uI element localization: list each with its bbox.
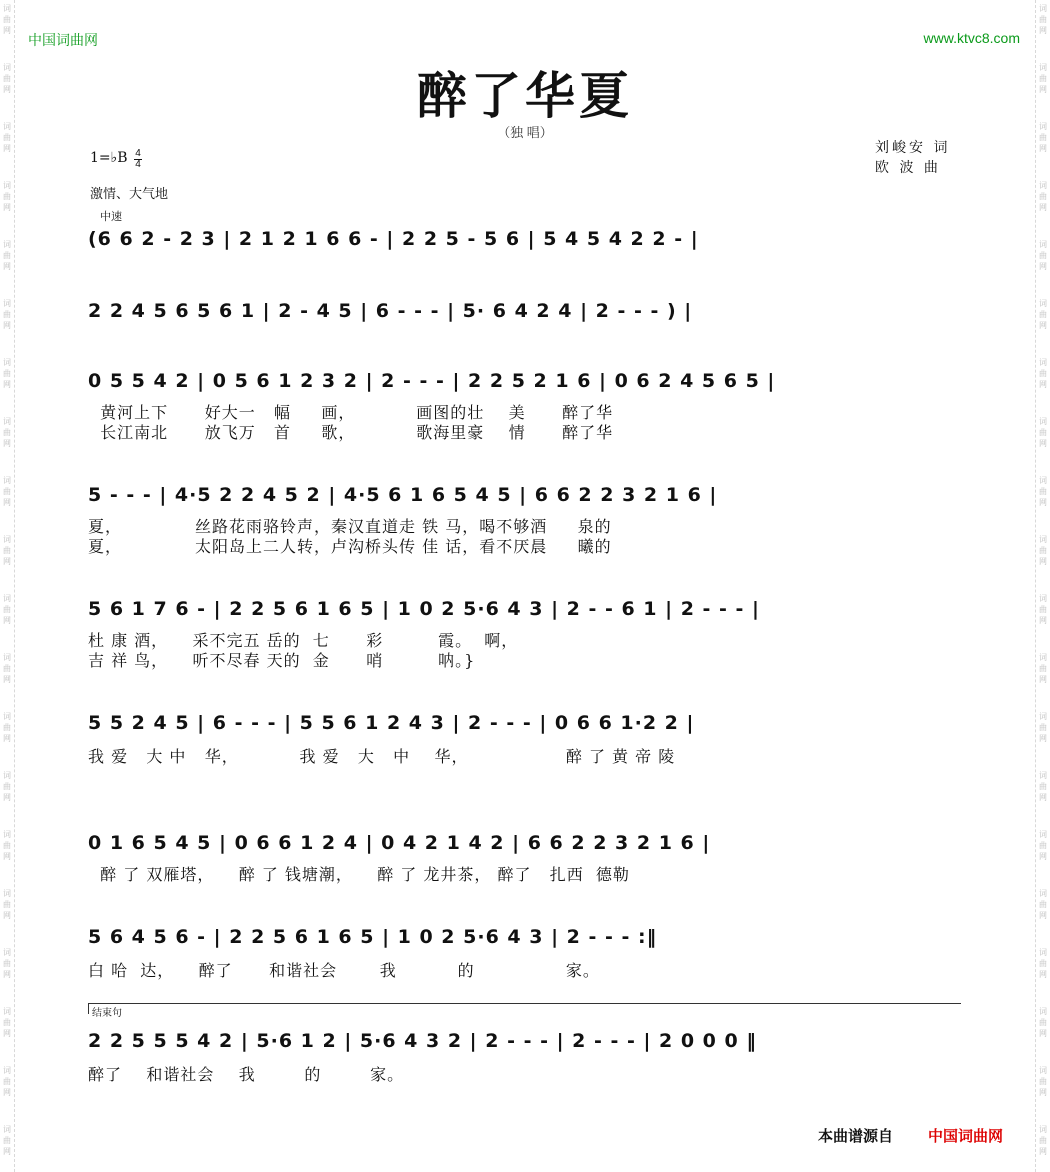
watermark-glyph: 曲 xyxy=(1039,959,1047,968)
watermark-glyph: 曲 xyxy=(3,192,11,201)
watermark-glyph: 网 xyxy=(1039,793,1047,802)
watermark-glyph: 曲 xyxy=(1039,605,1047,614)
source-site-link[interactable]: 中国词曲网 xyxy=(928,1128,1004,1145)
watermark-glyph: 词 xyxy=(1039,299,1047,308)
watermark-glyph: 词 xyxy=(3,594,11,603)
watermark-glyph: 网 xyxy=(3,439,11,448)
notation-line: 2 2 5 5 5 4 2 | 5·6 1 2 | 5·6 4 3 2 | 2 - - - | 2 - - - | 2 0 0 0 ‖ xyxy=(88,1030,757,1052)
watermark-glyph: 网 xyxy=(1039,1088,1047,1097)
lyric-line: 醉了 和谐社会 我 的 家。 xyxy=(88,1065,405,1084)
expression-marking: 激情、大气地 xyxy=(90,186,169,201)
ending-bracket xyxy=(88,1003,961,1014)
watermark-glyph: 词 xyxy=(3,535,11,544)
watermark-glyph: 词 xyxy=(3,1125,11,1134)
notation-line: 5 6 1 7 6 - | 2 2 5 6 1 6 5 | 1 0 2 5·6 4 3 | 2 - - 6 1 | 2 - - - | xyxy=(88,598,760,620)
watermark-glyph: 词 xyxy=(1039,889,1047,898)
watermark-glyph: 词 xyxy=(3,4,11,13)
watermark-glyph: 网 xyxy=(3,734,11,743)
watermark-glyph: 词 xyxy=(3,712,11,721)
source-label: 本曲谱源自 xyxy=(818,1128,894,1145)
watermark-glyph: 曲 xyxy=(3,782,11,791)
watermark-glyph: 曲 xyxy=(1039,841,1047,850)
watermark-glyph: 曲 xyxy=(3,841,11,850)
watermark-glyph: 词 xyxy=(1039,535,1047,544)
watermark-glyph: 词 xyxy=(3,1066,11,1075)
watermark-glyph: 词 xyxy=(1039,1066,1047,1075)
watermark-glyph: 曲 xyxy=(3,251,11,260)
watermark-glyph: 曲 xyxy=(1039,782,1047,791)
watermark-glyph: 网 xyxy=(3,262,11,271)
watermark-glyph: 网 xyxy=(3,321,11,330)
watermark-glyph: 词 xyxy=(3,653,11,662)
watermark-glyph: 网 xyxy=(1039,439,1047,448)
watermark-glyph: 曲 xyxy=(3,900,11,909)
score-row-5 xyxy=(88,584,960,670)
watermark-glyph: 曲 xyxy=(3,1018,11,1027)
watermark-glyph: 曲 xyxy=(1039,369,1047,378)
watermark-glyph: 曲 xyxy=(3,428,11,437)
watermark-glyph: 曲 xyxy=(3,1077,11,1086)
notation-line: (6 6 2 - 2 3 | 2 1 2 1 6 6 - | 2 2 5 - 5 6 | 5 4 5 4 2 2 - | xyxy=(88,228,699,250)
watermark-glyph: 词 xyxy=(3,771,11,780)
lyric-verse-1: 夏， 丝路花雨骆铃声，秦汉直道走 铁 马，喝不够酒 泉的 xyxy=(88,517,612,536)
watermark-glyph: 曲 xyxy=(3,487,11,496)
key-signature: 1=♭B xyxy=(90,150,128,166)
watermark-glyph: 曲 xyxy=(1039,546,1047,555)
lyric-verse-2: 长江南北 放飞万 首 歌， 歌海里豪 情 醉了华 xyxy=(88,423,614,442)
watermark-glyph: 词 xyxy=(1039,122,1047,131)
watermark-glyph: 词 xyxy=(3,417,11,426)
watermark-glyph: 网 xyxy=(3,85,11,94)
score-row-3 xyxy=(88,356,960,442)
watermark-glyph: 网 xyxy=(1039,911,1047,920)
watermark-glyph: 词 xyxy=(1039,830,1047,839)
lyric-verse-2: 吉 祥 鸟， 听不尽春 天的 金 哨 呐。} xyxy=(88,651,476,670)
watermark-glyph: 词 xyxy=(3,63,11,72)
watermark-glyph: 曲 xyxy=(3,546,11,555)
watermark-glyph: 曲 xyxy=(1039,900,1047,909)
watermark-glyph: 网 xyxy=(3,498,11,507)
watermark-glyph: 曲 xyxy=(1039,1077,1047,1086)
watermark-glyph: 曲 xyxy=(3,310,11,319)
watermark-glyph: 词 xyxy=(3,358,11,367)
song-title: 醉了华夏 xyxy=(417,67,633,125)
watermark-glyph: 网 xyxy=(3,616,11,625)
watermark-glyph: 曲 xyxy=(1039,1018,1047,1027)
watermark-glyph: 曲 xyxy=(3,15,11,24)
watermark-glyph: 曲 xyxy=(1039,133,1047,142)
watermark-glyph: 网 xyxy=(3,1147,11,1156)
watermark-glyph: 网 xyxy=(1039,557,1047,566)
watermark-glyph: 曲 xyxy=(1039,251,1047,260)
watermark-glyph: 曲 xyxy=(1039,723,1047,732)
score-row-1 xyxy=(88,214,960,258)
watermark-glyph: 网 xyxy=(3,675,11,684)
site-name-left[interactable]: 中国词曲网 xyxy=(28,32,98,48)
watermark-glyph: 曲 xyxy=(3,1136,11,1145)
watermark-glyph: 词 xyxy=(3,299,11,308)
watermark-glyph: 网 xyxy=(3,380,11,389)
watermark-glyph: 曲 xyxy=(3,74,11,83)
lyric-verse-2: 夏， 太阳岛上二人转，卢沟桥头传 佳 话，看不厌晨 曦的 xyxy=(88,537,612,556)
notation-line: 0 5 5 4 2 | 0 5 6 1 2 3 2 | 2 - - - | 2 2 5 2 1 6 | 0 6 2 4 5 6 5 | xyxy=(88,370,776,392)
watermark-glyph: 曲 xyxy=(3,369,11,378)
lyric-line: 醉 了 双雁塔， 醉 了 钱塘潮， 醉 了 龙井茶， 醉了 扎西 德勒 xyxy=(88,865,630,884)
watermark-glyph: 网 xyxy=(1039,498,1047,507)
composer-credit: 欧 波 曲 xyxy=(875,160,941,176)
watermark-glyph: 网 xyxy=(3,144,11,153)
watermark-glyph: 网 xyxy=(3,557,11,566)
watermark-glyph: 词 xyxy=(1039,358,1047,367)
lyric-line: 我 爱 大 中 华， 我 爱 大 中 华， 醉 了 黄 帝 陵 xyxy=(88,747,676,766)
time-signature-top: 4 xyxy=(135,148,141,159)
lyricist-credit: 刘峻安 词 xyxy=(875,140,951,156)
performance-type: （独 唱） xyxy=(497,125,553,140)
left-watermark-strip xyxy=(0,0,15,1172)
watermark-glyph: 曲 xyxy=(3,664,11,673)
watermark-glyph: 曲 xyxy=(1039,1136,1047,1145)
watermark-glyph: 曲 xyxy=(1039,664,1047,673)
watermark-glyph: 词 xyxy=(3,1007,11,1016)
right-watermark-strip xyxy=(1035,0,1050,1172)
lyric-verse-1: 杜 康 酒， 采不完五 岳的 七 彩 霞。 啊， xyxy=(88,631,519,650)
watermark-glyph: 词 xyxy=(1039,653,1047,662)
watermark-glyph: 词 xyxy=(1039,1007,1047,1016)
watermark-glyph: 曲 xyxy=(3,959,11,968)
notation-line: 5 6 4 5 6 - | 2 2 5 6 1 6 5 | 1 0 2 5·6 4 3 | 2 - - - :‖ xyxy=(88,926,658,948)
watermark-glyph: 网 xyxy=(1039,321,1047,330)
watermark-glyph: 词 xyxy=(3,476,11,485)
time-signature-bottom: 4 xyxy=(135,159,141,170)
score-row-8 xyxy=(88,912,960,980)
watermark-glyph: 网 xyxy=(3,970,11,979)
tempo-marking: 中速 xyxy=(100,211,122,223)
watermark-glyph: 网 xyxy=(1039,144,1047,153)
watermark-glyph: 网 xyxy=(1039,380,1047,389)
watermark-glyph: 网 xyxy=(1039,262,1047,271)
notation-line: 5 - - - | 4·5 2 2 4 5 2 | 4·5 6 1 6 5 4 5 | 6 6 2 2 3 2 1 6 | xyxy=(88,484,718,506)
watermark-glyph: 词 xyxy=(1039,63,1047,72)
score-row-7 xyxy=(88,818,960,884)
watermark-glyph: 词 xyxy=(1039,240,1047,249)
time-signature xyxy=(134,149,142,170)
watermark-glyph: 曲 xyxy=(3,723,11,732)
watermark-glyph: 词 xyxy=(1039,1125,1047,1134)
ending-label: 结束句 xyxy=(92,1008,122,1019)
watermark-glyph: 网 xyxy=(1039,852,1047,861)
watermark-glyph: 网 xyxy=(3,852,11,861)
watermark-glyph: 网 xyxy=(3,26,11,35)
lyric-line: 白 哈 达， 醉了 和谐社会 我 的 家。 xyxy=(88,961,600,980)
notation-line: 0 1 6 5 4 5 | 0 6 6 1 2 4 | 0 4 2 1 4 2 | 6 6 2 2 3 2 1 6 | xyxy=(88,832,711,854)
watermark-glyph: 网 xyxy=(3,1088,11,1097)
watermark-glyph: 网 xyxy=(1039,203,1047,212)
watermark-glyph: 词 xyxy=(1039,4,1047,13)
watermark-glyph: 词 xyxy=(1039,712,1047,721)
watermark-glyph: 词 xyxy=(3,181,11,190)
watermark-glyph: 词 xyxy=(1039,181,1047,190)
watermark-glyph: 词 xyxy=(1039,948,1047,957)
watermark-glyph: 曲 xyxy=(1039,487,1047,496)
watermark-glyph: 网 xyxy=(3,203,11,212)
watermark-glyph: 词 xyxy=(3,889,11,898)
watermark-glyph: 网 xyxy=(1039,616,1047,625)
watermark-glyph: 网 xyxy=(1039,675,1047,684)
watermark-glyph: 网 xyxy=(1039,734,1047,743)
score-row-6 xyxy=(88,698,960,766)
watermark-glyph: 曲 xyxy=(3,605,11,614)
watermark-glyph: 曲 xyxy=(1039,192,1047,201)
watermark-glyph: 网 xyxy=(1039,26,1047,35)
score-row-ending xyxy=(88,1016,960,1084)
watermark-glyph: 网 xyxy=(3,911,11,920)
watermark-glyph: 词 xyxy=(1039,771,1047,780)
score-row-4 xyxy=(88,470,960,556)
watermark-glyph: 词 xyxy=(1039,417,1047,426)
watermark-glyph: 词 xyxy=(3,240,11,249)
watermark-glyph: 曲 xyxy=(1039,74,1047,83)
watermark-glyph: 网 xyxy=(1039,1029,1047,1038)
watermark-glyph: 词 xyxy=(1039,594,1047,603)
watermark-glyph: 曲 xyxy=(3,133,11,142)
watermark-glyph: 曲 xyxy=(1039,428,1047,437)
notation-line: 5 5 2 4 5 | 6 - - - | 5 5 6 1 2 4 3 | 2 - - - | 0 6 6 1·2 2 | xyxy=(88,712,695,734)
score-row-2 xyxy=(88,286,960,330)
watermark-glyph: 网 xyxy=(1039,1147,1047,1156)
watermark-glyph: 曲 xyxy=(1039,310,1047,319)
watermark-glyph: 曲 xyxy=(1039,15,1047,24)
watermark-glyph: 词 xyxy=(3,948,11,957)
watermark-glyph: 网 xyxy=(1039,85,1047,94)
lyric-verse-1: 黄河上下 好大一 幅 画， 画图的壮 美 醉了华 xyxy=(88,403,614,422)
watermark-glyph: 词 xyxy=(1039,476,1047,485)
watermark-glyph: 网 xyxy=(1039,970,1047,979)
watermark-glyph: 词 xyxy=(3,122,11,131)
watermark-glyph: 网 xyxy=(3,793,11,802)
notation-line: 2 2 4 5 6 5 6 1 | 2 - 4 5 | 6 - - - | 5· 6 4 2 4 | 2 - - - ) | xyxy=(88,300,693,322)
watermark-glyph: 词 xyxy=(3,830,11,839)
site-url-right[interactable]: www.ktvc8.com xyxy=(923,30,1020,46)
watermark-glyph: 网 xyxy=(3,1029,11,1038)
